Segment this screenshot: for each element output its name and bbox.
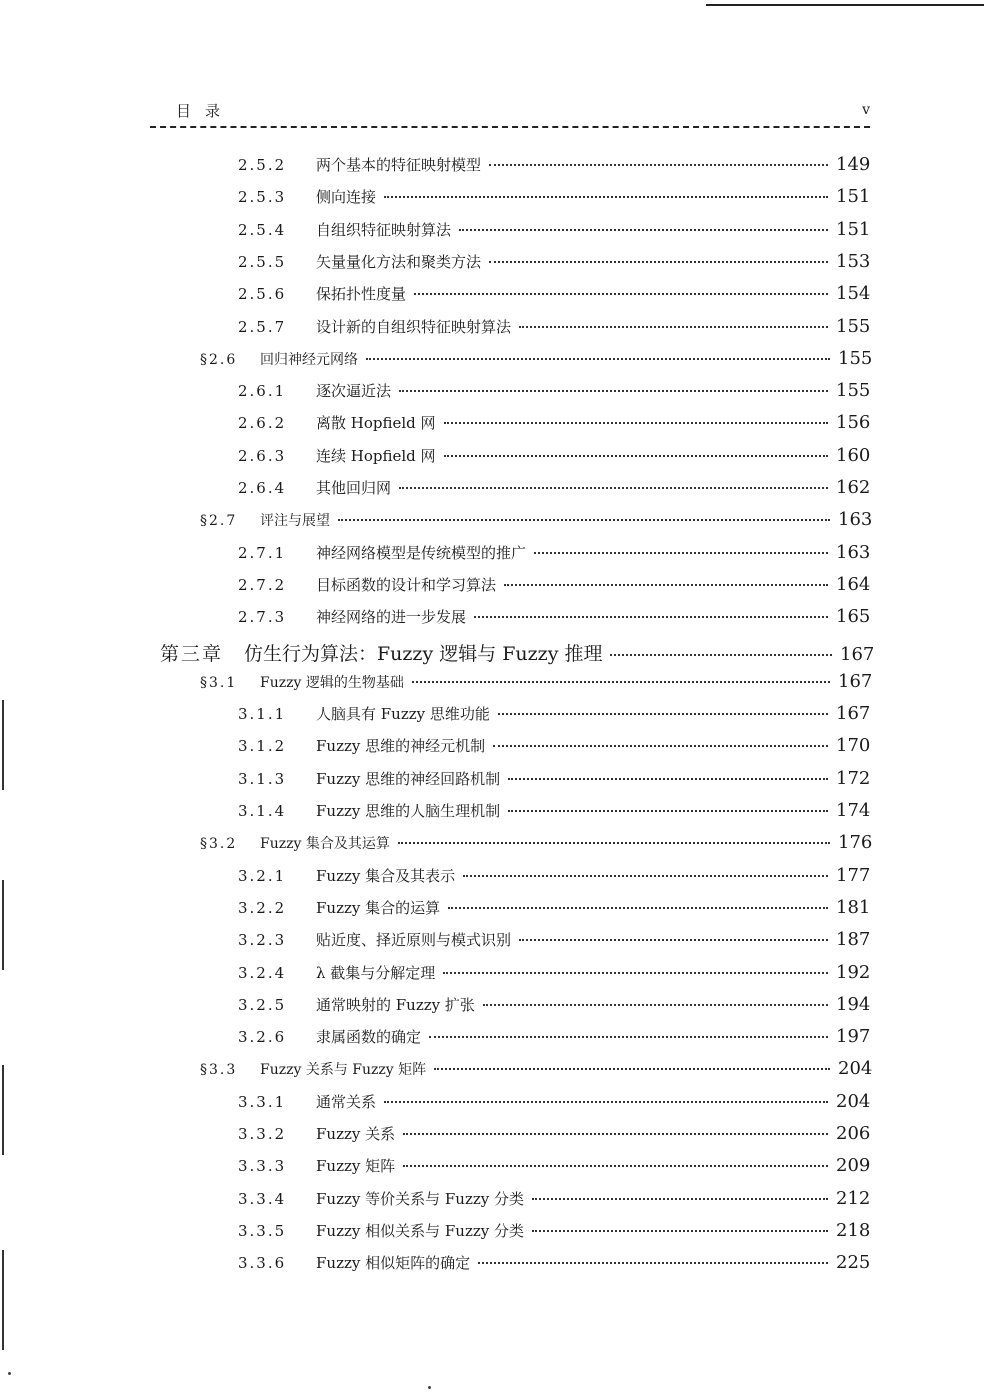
page-header (150, 100, 870, 122)
toc-number: 第三章 (160, 642, 224, 665)
toc-title: 通常关系 (316, 1092, 377, 1111)
toc-title: 自组织特征映射算法 (316, 220, 452, 239)
toc-subsection-row[interactable] (238, 1026, 871, 1052)
toc-subsection-row[interactable] (238, 186, 871, 212)
toc-subsection-row[interactable] (238, 1252, 871, 1278)
dot-leader (474, 616, 828, 618)
toc-title: 隶属函数的确定 (316, 1028, 422, 1047)
dot-leader (443, 972, 828, 974)
dot-leader (444, 422, 828, 424)
toc-subsection-row[interactable] (238, 800, 871, 826)
toc-subsection-row[interactable] (238, 541, 871, 568)
toc-title: Fuzzy 关系 (316, 1125, 396, 1143)
toc-page-number: 155 (836, 315, 871, 337)
dot-leader (459, 229, 828, 231)
toc-number: 2.6.4 (238, 479, 287, 497)
toc-title: 神经网络的进一步发展 (316, 608, 467, 627)
toc-page-number: 154 (836, 283, 871, 305)
toc-page-number: 151 (836, 186, 871, 208)
dot-leader (508, 778, 828, 780)
toc-section-row[interactable] (200, 509, 873, 535)
toc-number: §3.3 (200, 1062, 238, 1079)
dot-leader (399, 390, 828, 392)
toc-page-number: 209 (836, 1155, 871, 1177)
toc-number: §2.7 (200, 513, 238, 530)
toc-title: Fuzzy 思维的人脑生理机制 (316, 802, 501, 820)
toc-subsection-row[interactable] (238, 412, 871, 438)
toc-title: 通常映射的 Fuzzy 扩张 (316, 995, 475, 1014)
toc-page-number: 204 (838, 1058, 873, 1080)
toc-number: 2.7.1 (238, 543, 287, 562)
dot-leader (519, 326, 828, 328)
toc-number: 2.6.3 (238, 446, 287, 465)
toc-number: 3.3.2 (238, 1125, 287, 1143)
toc-title: Fuzzy 相似矩阵的确定 (316, 1254, 471, 1273)
toc-page-number: 155 (836, 380, 871, 402)
dot-leader (489, 164, 828, 166)
toc-subsection-row[interactable] (238, 573, 871, 600)
toc-title: 其他回归网 (316, 479, 392, 497)
toc-page-number: 206 (836, 1123, 871, 1144)
toc-subsection-row[interactable] (238, 703, 871, 729)
header-rule (150, 126, 870, 128)
toc-number: 3.2.4 (238, 963, 287, 982)
toc-page-number: 167 (840, 643, 875, 665)
dot-leader (399, 487, 828, 489)
toc-subsection-row[interactable] (238, 315, 871, 342)
toc-number: §2.6 (200, 351, 238, 368)
dot-leader (448, 907, 828, 909)
dot-leader (483, 1004, 828, 1006)
toc-number: 2.5.5 (238, 252, 287, 271)
toc-subsection-row[interactable] (238, 477, 871, 503)
toc-title: Fuzzy 思维的神经元机制 (316, 737, 486, 756)
toc-title: 神经网络模型是传统模型的推广 (316, 543, 527, 562)
toc-number: 3.1.4 (238, 802, 287, 820)
toc-number: 2.7.3 (238, 608, 287, 627)
toc-page-number: 176 (838, 832, 873, 854)
toc-subsection-row[interactable] (238, 154, 871, 180)
toc-page-number: 164 (836, 573, 871, 595)
dot-leader (366, 358, 830, 360)
dot-leader (493, 745, 828, 747)
toc-page-number: 162 (836, 477, 871, 498)
toc-page-number: 172 (836, 767, 871, 789)
toc-title: 连续 Hopfield 网 (316, 446, 436, 465)
dot-leader (532, 1198, 828, 1200)
toc-subsection-row[interactable] (238, 250, 871, 277)
toc-title: 人脑具有 Fuzzy 思维功能 (316, 705, 490, 724)
toc-page-number: 192 (836, 961, 871, 983)
toc-subsection-row[interactable] (238, 380, 871, 406)
toc-page-number: 151 (836, 218, 871, 240)
toc-number: 3.3.3 (238, 1157, 287, 1176)
toc-title: 贴近度、择近原则与模式识别 (316, 931, 512, 950)
scan-edge-line (706, 4, 984, 6)
toc-subsection-row[interactable] (238, 961, 871, 988)
toc-title: Fuzzy 等价关系与 Fuzzy 分类 (316, 1189, 525, 1208)
toc-title: Fuzzy 逻辑的生物基础 (260, 674, 404, 691)
toc-number: 2.5.2 (238, 156, 287, 174)
toc-title: 评注与展望 (260, 513, 330, 530)
toc-number: 2.5.6 (238, 285, 287, 304)
dot-leader (338, 519, 830, 521)
toc-page-number: 212 (836, 1187, 871, 1209)
toc-section-row[interactable] (200, 347, 873, 374)
toc-page-number: 163 (838, 509, 873, 531)
toc-number: 3.2.2 (238, 898, 287, 917)
toc-subsection-row[interactable] (238, 929, 871, 955)
toc-number: 3.3.5 (238, 1221, 287, 1240)
dot-leader (398, 842, 830, 844)
dot-leader (463, 875, 828, 877)
toc-number: 3.3.4 (238, 1189, 287, 1208)
toc-number: §3.2 (200, 836, 238, 853)
scan-speck (428, 1386, 431, 1389)
dot-leader (498, 713, 828, 715)
scan-edge-mark (2, 1065, 4, 1155)
toc-title: λ 截集与分解定理 (316, 963, 436, 982)
toc-subsection-row[interactable] (238, 1090, 871, 1117)
dot-leader (414, 293, 828, 295)
toc-title: Fuzzy 集合的运算 (316, 898, 441, 917)
scan-edge-mark (2, 1250, 4, 1350)
dot-leader (412, 681, 830, 683)
toc-title: 设计新的自组织特征映射算法 (316, 317, 512, 336)
dot-leader (489, 261, 828, 263)
toc-subsection-row[interactable] (238, 864, 871, 891)
toc-page-number: 163 (836, 541, 871, 563)
scan-edge-mark (2, 880, 4, 970)
toc-number: 2.5.7 (238, 317, 287, 336)
header-page-number: v (862, 102, 870, 118)
scan-speck (8, 1372, 11, 1375)
toc-section-row[interactable] (200, 1058, 873, 1084)
toc-number: 2.5.3 (238, 188, 287, 207)
toc-page-number: 174 (836, 800, 871, 821)
toc-page-number: 167 (838, 670, 873, 692)
toc-number: 2.6.2 (238, 414, 287, 433)
toc-title: 两个基本的特征映射模型 (316, 156, 482, 174)
dot-leader (429, 1036, 828, 1038)
toc-title: Fuzzy 矩阵 (316, 1157, 396, 1176)
toc-title: 侧向连接 (316, 188, 377, 207)
toc-number: 3.2.3 (238, 931, 287, 950)
dot-leader (384, 196, 828, 198)
toc-subsection-row[interactable] (238, 218, 871, 245)
dot-leader (610, 654, 832, 656)
toc-number: 3.1.3 (238, 769, 287, 788)
dot-leader (403, 1133, 828, 1135)
toc-title: 矢量量化方法和聚类方法 (316, 252, 482, 271)
toc-number: 3.2.5 (238, 995, 287, 1014)
toc-subsection-row[interactable] (238, 1219, 871, 1246)
toc-page-number: 197 (836, 1026, 871, 1048)
header-title: 目录 (176, 102, 235, 120)
toc-page-number: 155 (838, 347, 873, 369)
toc-number: 3.2.6 (238, 1028, 287, 1047)
toc-page-number: 160 (836, 444, 871, 466)
dot-leader (532, 1230, 828, 1232)
toc-chapter-row[interactable] (160, 639, 875, 665)
toc-number: 2.7.2 (238, 575, 287, 594)
toc-title: 保拓扑性度量 (316, 285, 407, 304)
toc-page-number: 204 (836, 1090, 871, 1112)
dot-leader (478, 1262, 828, 1264)
toc-page-number: 194 (836, 993, 871, 1015)
toc-page-number: 156 (836, 412, 871, 434)
toc-title: Fuzzy 思维的神经回路机制 (316, 769, 501, 788)
toc-page-number: 153 (836, 250, 871, 272)
dot-leader (444, 455, 828, 457)
dot-leader (519, 939, 828, 941)
dot-leader (534, 552, 828, 554)
toc-subsection-row[interactable] (238, 283, 871, 309)
toc-subsection-row[interactable] (238, 896, 871, 923)
toc-title: 目标函数的设计和学习算法 (316, 575, 497, 594)
toc-subsection-row[interactable] (238, 1187, 871, 1214)
toc-page-number: 181 (836, 896, 871, 918)
toc-subsection-row[interactable] (238, 606, 871, 632)
toc-number: §3.1 (200, 674, 238, 691)
scan-edge-mark (2, 700, 4, 790)
toc-number: 3.1.2 (238, 737, 287, 756)
toc-title: 仿生行为算法：Fuzzy 逻辑与 Fuzzy 推理 (244, 642, 603, 665)
toc-subsection-row[interactable] (238, 1155, 871, 1181)
dot-leader (384, 1101, 828, 1103)
toc-page-number: 167 (836, 703, 871, 725)
toc-page-number: 225 (836, 1252, 871, 1274)
toc-page-number: 149 (836, 154, 871, 175)
toc-title: Fuzzy 关系与 Fuzzy 矩阵 (260, 1062, 427, 1079)
toc-title: Fuzzy 集合及其运算 (260, 836, 390, 853)
toc-title: 回归神经元网络 (260, 351, 358, 368)
toc-subsection-row[interactable] (238, 444, 871, 471)
toc-number: 3.3.1 (238, 1092, 287, 1111)
toc-page-number: 165 (836, 606, 871, 628)
dot-leader (434, 1068, 830, 1070)
toc-number: 2.6.1 (238, 382, 287, 401)
toc-title: 逐次逼近法 (316, 382, 392, 401)
toc-number: 2.5.4 (238, 220, 287, 239)
toc-number: 3.3.6 (238, 1254, 287, 1273)
toc-page-number: 187 (836, 929, 871, 951)
toc-subsection-row[interactable] (238, 767, 871, 794)
toc-section-row[interactable] (200, 670, 873, 697)
dot-leader (508, 810, 828, 812)
dot-leader (504, 584, 828, 586)
toc-title: Fuzzy 相似关系与 Fuzzy 分类 (316, 1221, 525, 1240)
toc-title: Fuzzy 集合及其表示 (316, 866, 456, 885)
toc-page-number: 170 (836, 735, 871, 757)
toc-title: 离散 Hopfield 网 (316, 414, 436, 433)
toc-page-number: 177 (836, 864, 871, 886)
toc-section-row[interactable] (200, 832, 873, 858)
toc-subsection-row[interactable] (238, 993, 871, 1020)
dot-leader (403, 1165, 828, 1167)
toc-number: 3.2.1 (238, 866, 287, 885)
toc-subsection-row[interactable] (238, 735, 871, 761)
toc-number: 3.1.1 (238, 705, 287, 724)
toc-page-number: 218 (836, 1219, 871, 1241)
toc-subsection-row[interactable] (238, 1123, 871, 1149)
